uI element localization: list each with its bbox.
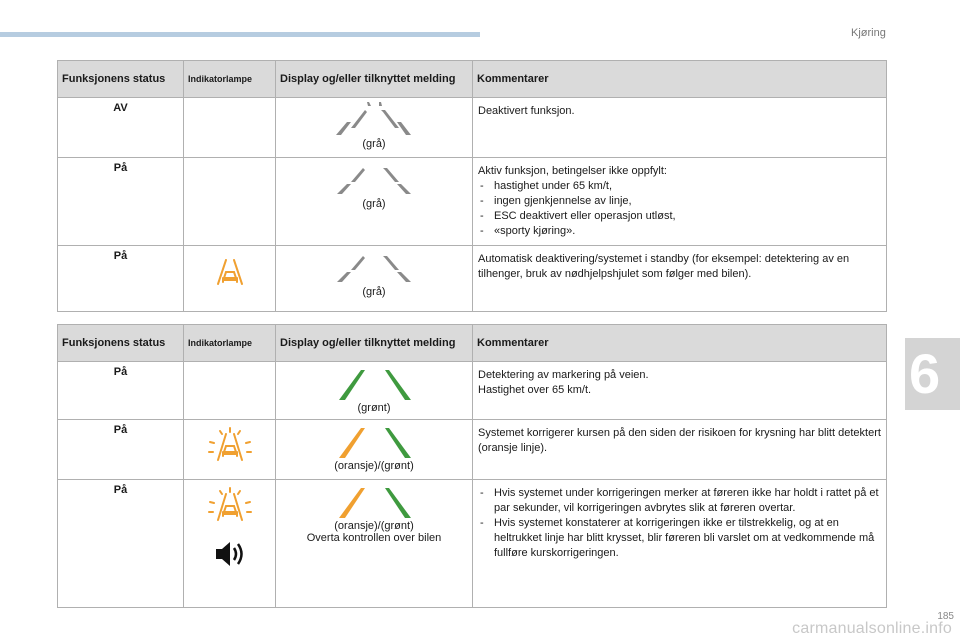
speaker-sound-icon (210, 538, 250, 570)
comment-line: Hastighet over 65 km/t. (478, 384, 592, 396)
table-row (58, 480, 887, 608)
indicator-cell (184, 420, 276, 480)
header-bar (0, 32, 480, 37)
col-comments: Kommentarer (473, 325, 887, 362)
comment-cell: Deaktivert funksjon. (473, 98, 887, 158)
status-cell: På (58, 158, 184, 246)
display-caption: (grå) (362, 286, 386, 298)
lane-lines-grey-icon (319, 98, 429, 138)
comment-list (478, 486, 882, 561)
watermark: carmanualsonline.info (792, 620, 952, 637)
table-row (58, 98, 887, 158)
display-cell (276, 480, 473, 608)
status-table-1 (57, 60, 887, 312)
col-display: Display og/eller tilknyttet melding (276, 325, 473, 362)
status-cell: På (58, 362, 184, 420)
lane-lines-orange-green-icon (319, 480, 429, 520)
indicator-cell (184, 246, 276, 312)
indicator-cell (184, 480, 276, 608)
comment-cell (473, 158, 887, 246)
display-caption: (oransje)/(grønt) (334, 460, 414, 472)
lane-lines-grey-icon (319, 158, 429, 198)
indicator-cell (184, 158, 276, 246)
chapter-number: 6 (909, 342, 941, 405)
status-cell: AV (58, 98, 184, 158)
lane-assist-warning-orange-icon (210, 256, 250, 288)
list-item: - ESC deaktivert eller operasjon utløst, (478, 209, 882, 224)
col-indicator: Indikatorlampe (184, 61, 276, 98)
display-cell (276, 246, 473, 312)
lane-lines-grey-icon (319, 246, 429, 286)
comment-cell: Automatisk deaktivering/systemet i standby (for eksempel: detektering av en tilhenger, bruk av nødhjelpshjulet som følger med bilen). (473, 246, 887, 312)
list-item: - Hvis systemet under korrigeringen merker at føreren ikke har holdt i rattet på et par sekunder, vil korrigeringen avbrytes slik at føreren overtar. (478, 486, 882, 516)
list-item: - «sporty kjøring». (478, 224, 882, 239)
col-comments: Kommentarer (473, 61, 887, 98)
lane-lines-green-icon (319, 362, 429, 402)
table-row (58, 246, 887, 312)
col-status: Funksjonens status (58, 61, 184, 98)
indicator-cell (184, 98, 276, 158)
display-caption: (oransje)/(grønt) (334, 520, 414, 532)
status-table-2 (57, 324, 887, 608)
status-cell: På (58, 246, 184, 312)
comment-line: Detektering av markering på veien. (478, 369, 649, 381)
display-caption: (grønt) (357, 402, 391, 414)
comment-cell: Systemet korrigerer kursen på den siden der risikoen for krysning har blitt detektert (oransje linje). (473, 420, 887, 480)
display-cell (276, 362, 473, 420)
lane-lines-orange-green-icon (319, 420, 429, 460)
comment-intro: Aktiv funksjon, betingelser ikke oppfylt: (478, 165, 667, 177)
display-cell (276, 98, 473, 158)
display-cell (276, 420, 473, 480)
table-row (58, 158, 887, 246)
status-cell: På (58, 480, 184, 608)
indicator-cell (184, 362, 276, 420)
table-row (58, 420, 887, 480)
display-caption-message: Overta kontrollen over bilen (306, 532, 442, 544)
status-cell: På (58, 420, 184, 480)
section-title: Kjøring (851, 27, 886, 39)
comment-cell (473, 480, 887, 608)
col-display: Display og/eller tilknyttet melding (276, 61, 473, 98)
col-indicator: Indikatorlampe (184, 325, 276, 362)
list-item: - ingen gjenkjennelse av linje, (478, 194, 882, 209)
display-caption: (grå) (362, 138, 386, 150)
col-status: Funksjonens status (58, 325, 184, 362)
lane-assist-active-orange-icon (206, 486, 254, 526)
chapter-tab (905, 338, 960, 410)
comment-list (478, 179, 882, 239)
lane-assist-active-orange-icon (206, 426, 254, 466)
table-header (58, 61, 887, 98)
table-header (58, 325, 887, 362)
display-caption: (grå) (362, 198, 386, 210)
comment-cell (473, 362, 887, 420)
table-row (58, 362, 887, 420)
display-cell (276, 158, 473, 246)
list-item: - hastighet under 65 km/t, (478, 179, 882, 194)
list-item: - Hvis systemet konstaterer at korrigeringen ikke er tilstrekkelig, og at en heltrukket linje har blitt krysset, blir føreren bli varslet om at vedkommende må fullføre kurskorrigeringen. (478, 516, 882, 561)
page-number: 185 (937, 611, 954, 622)
